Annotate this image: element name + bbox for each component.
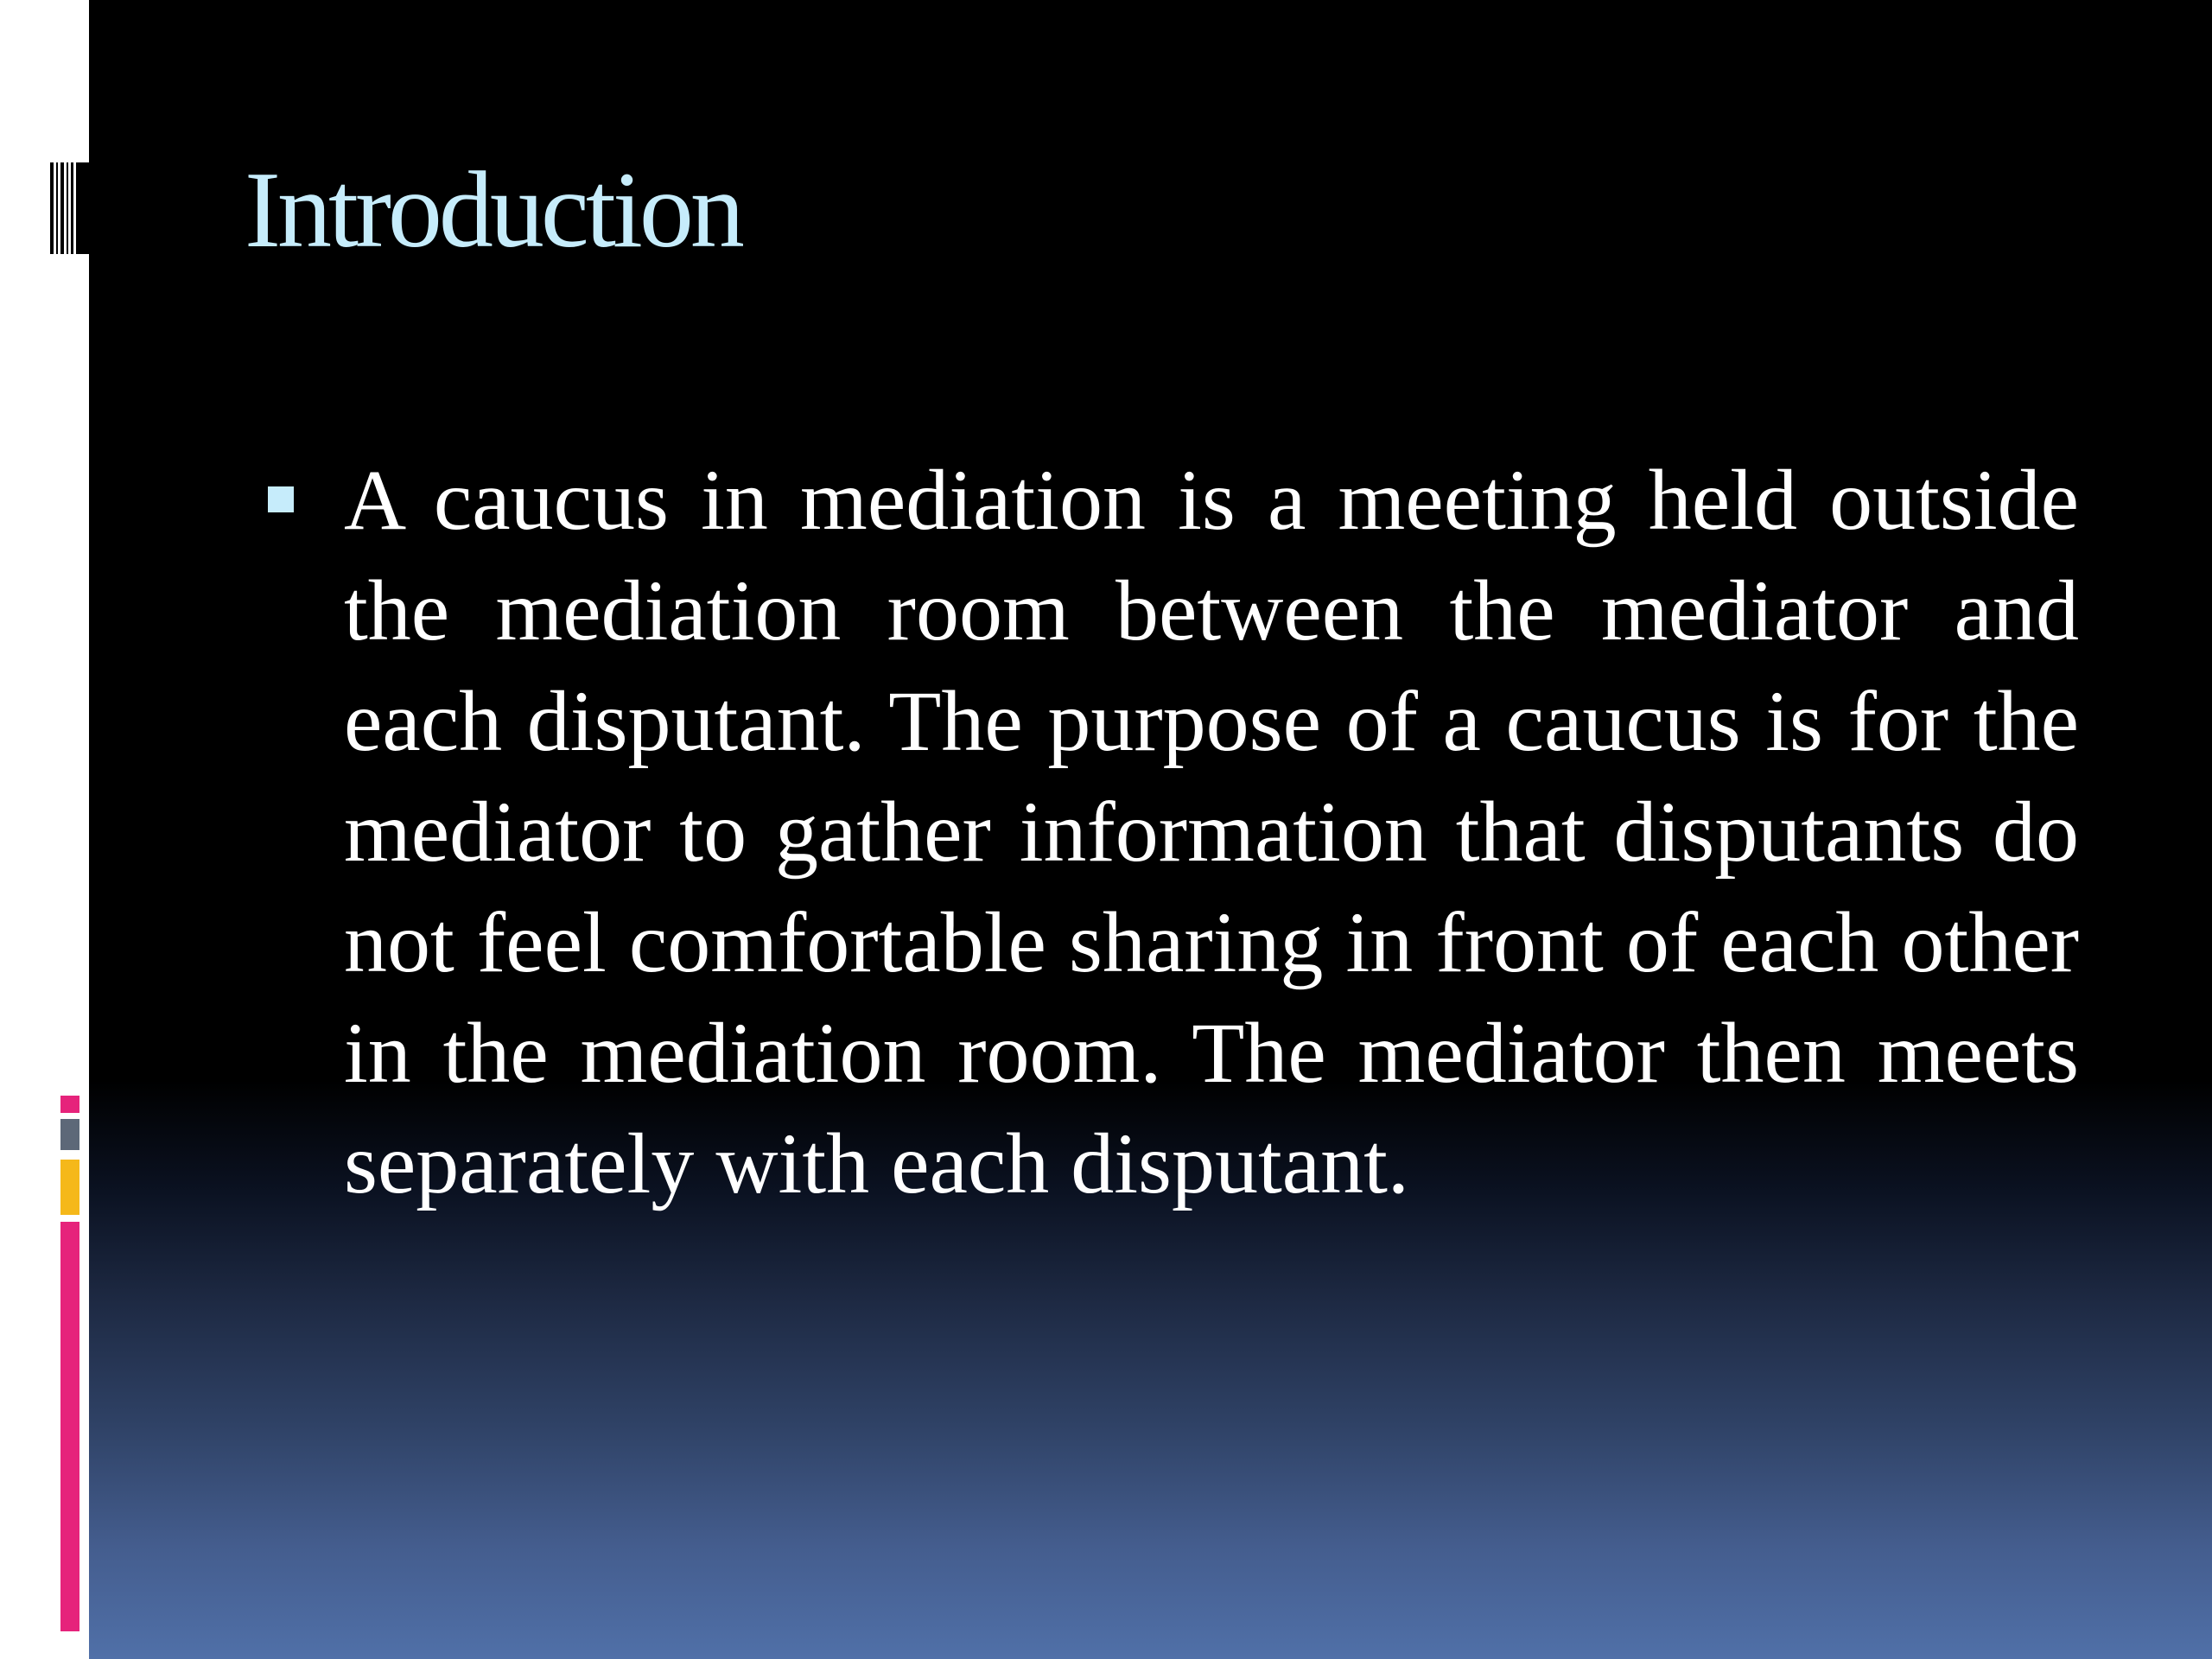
barcode-decoration [50,162,89,254]
accent-bar-gray [60,1119,79,1150]
slide-title: Introduction [245,150,741,270]
square-bullet-icon [268,486,294,512]
accent-color-bars [60,1096,81,1631]
left-decoration-strip [0,0,89,1659]
accent-bar-pink [60,1222,79,1631]
accent-bar-pink-top [60,1096,79,1113]
accent-bar-gold [60,1160,79,1215]
bullet-item-text: A caucus in mediation is a meeting held outside the mediation room between the mediator and each disputant. The purpose of a caucus is for the mediator to gather information that disputants do not feel comfortable sharing in front of each other in the mediation room. The mediator then meets separately with each disputant. [344,452,2079,1211]
slide-content-area [89,0,2212,1659]
